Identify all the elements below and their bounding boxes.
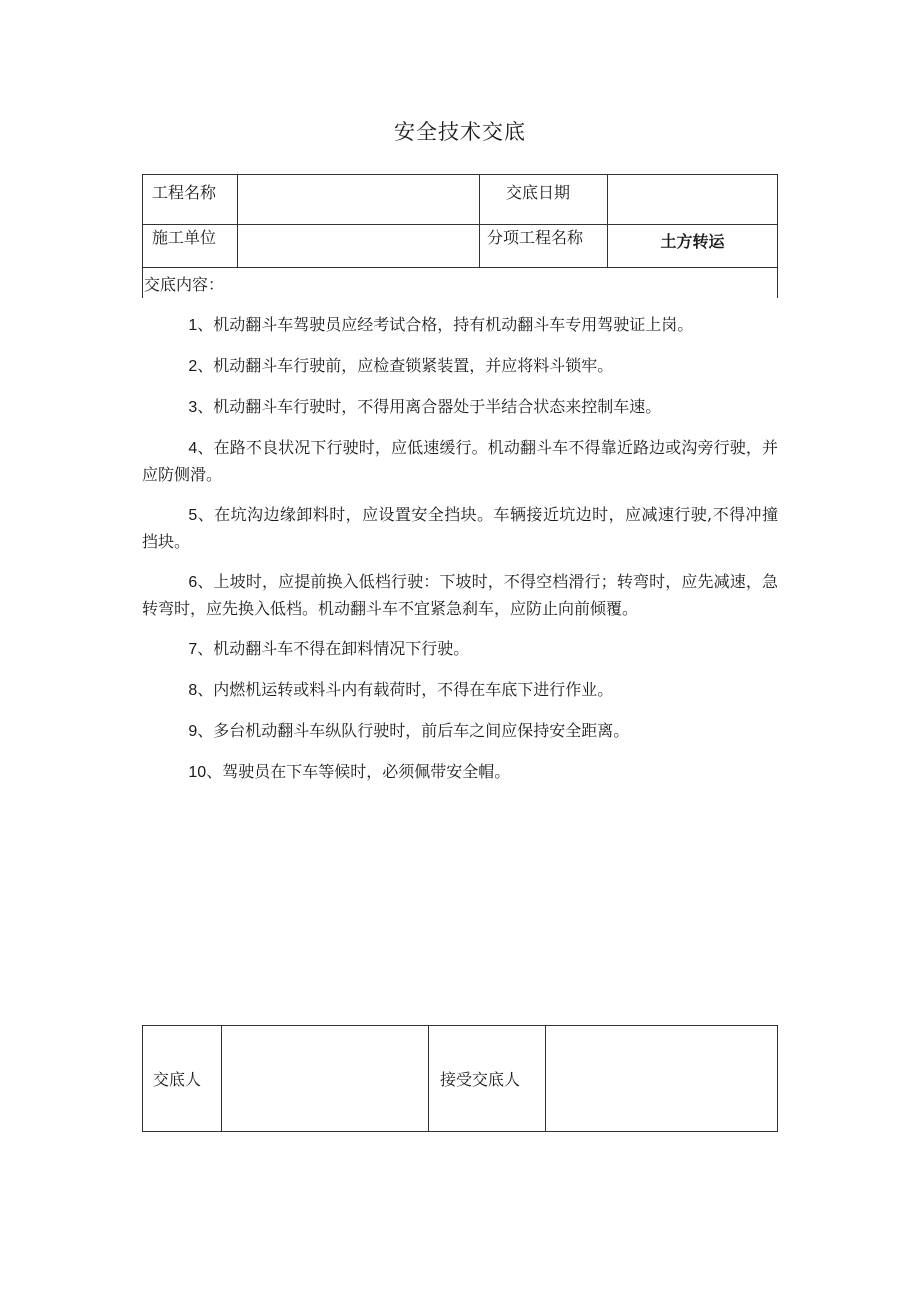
disclosure-content bbox=[142, 312, 778, 800]
date-label: 交底日期 bbox=[506, 183, 571, 202]
header-table bbox=[142, 174, 778, 298]
unit-label: 施工单位 bbox=[152, 228, 217, 247]
content-label: 交底内容： bbox=[144, 275, 225, 294]
receiver-signature-field[interactable] bbox=[555, 1026, 775, 1131]
list-item: 3、机动翻斗车行驶时，不得用离合器处于半结合状态来控制车速。 bbox=[188, 397, 662, 416]
list-item: 6、上坡时，应提前换入低档行驶：下坡时，不得空档滑行；转弯时，应先减速，急转弯时，应先换入低档。机动翻斗车不宜紧急刹车，应防止向前倾覆。 bbox=[142, 572, 778, 618]
receiver-label: 接受交底人 bbox=[440, 1070, 521, 1089]
signature-table bbox=[142, 1025, 778, 1132]
list-item: 4、在路不良状况下行驶时，应低速缓行。机动翻斗车不得靠近路边或沟旁行驶，并应防侧滑。 bbox=[142, 438, 778, 484]
sub-project-value[interactable]: 土方转运 bbox=[660, 232, 725, 251]
list-item: 2、机动翻斗车行驶前，应检查锁紧装置，并应将料斗锁牢。 bbox=[188, 356, 614, 375]
project-name-label: 工程名称 bbox=[152, 183, 217, 202]
giver-signature-field[interactable] bbox=[231, 1026, 421, 1131]
list-item: 8、内燃机运转或料斗内有载荷时，不得在车底下进行作业。 bbox=[188, 680, 614, 699]
list-item: 1、机动翻斗车驾驶员应经考试合格，持有机动翻斗车专用驾驶证上岗。 bbox=[188, 315, 694, 334]
document-title: 安全技术交底 bbox=[394, 120, 526, 144]
list-item: 5、在坑沟边缘卸料时，应设置安全挡块。车辆接近坑边时，应减速行驶,不得冲撞挡块。 bbox=[142, 505, 778, 551]
list-item: 9、多台机动翻斗车纵队行驶时，前后车之间应保持安全距离。 bbox=[188, 721, 630, 740]
sub-project-label: 分项工程名称 bbox=[487, 228, 584, 247]
list-item: 7、机动翻斗车不得在卸料情况下行驶。 bbox=[188, 639, 470, 658]
list-item: 10、驾驶员在下车等候时，必须佩带安全帽。 bbox=[188, 762, 511, 781]
giver-label: 交底人 bbox=[153, 1070, 202, 1089]
